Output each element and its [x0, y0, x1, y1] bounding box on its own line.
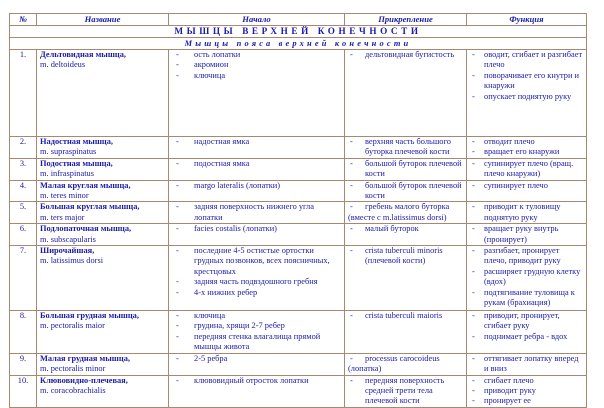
origin-item: - клювовидный отросток лопатки — [172, 376, 341, 386]
function-item: - приводит, пронирует, сгибает руку — [470, 311, 583, 332]
row-number: 6. — [10, 224, 37, 246]
function-item: - оводит, сгибает и разгибает плечо — [470, 50, 583, 71]
origin-list — [172, 159, 341, 169]
insertion-list — [348, 159, 463, 180]
function-list — [470, 202, 583, 223]
origin-item: - ключица — [172, 71, 341, 81]
insertion-cell — [345, 246, 467, 311]
insertion-item: - crista tuberculi minoris (плечевой кости) — [348, 246, 463, 267]
table-row — [10, 375, 587, 407]
origin-cell — [169, 353, 345, 375]
muscle-name-cell — [37, 50, 169, 137]
origin-cell — [169, 246, 345, 311]
table-row — [10, 137, 587, 159]
header-row — [10, 14, 587, 26]
insertion-cell — [345, 375, 467, 407]
function-cell — [467, 137, 587, 159]
origin-cell — [169, 375, 345, 407]
insertion-item: - малый буторок — [348, 224, 463, 234]
function-item: - пронирует ее — [470, 396, 583, 406]
origin-list — [172, 224, 341, 234]
subsection-row — [10, 38, 587, 50]
row-number: 7. — [10, 246, 37, 311]
insertion-list — [348, 354, 463, 364]
muscle-latin-name: m. infraspinatus — [40, 169, 94, 179]
origin-cell — [169, 158, 345, 180]
origin-item: - подостная ямка — [172, 159, 341, 169]
origin-cell — [169, 180, 345, 202]
function-item: - разгибает, пронирует плечо, приводит руку — [470, 246, 583, 267]
function-list — [470, 376, 583, 407]
header-origin: Начало — [169, 14, 345, 26]
origin-item: - надостная ямка — [172, 137, 341, 147]
muscle-name-cell — [37, 137, 169, 159]
origin-item: - 2-5 ребра — [172, 354, 341, 364]
insertion-cell — [345, 137, 467, 159]
insertion-list — [348, 181, 463, 202]
row-number: 1. — [10, 50, 37, 137]
insertion-list — [348, 376, 463, 407]
function-cell — [467, 202, 587, 224]
origin-list — [172, 354, 341, 364]
origin-list — [172, 181, 341, 191]
row-number: 10. — [10, 375, 37, 407]
function-cell — [467, 311, 587, 354]
muscle-name: Широчайшая, — [40, 246, 95, 256]
insertion-cell — [345, 180, 467, 202]
insertion-cell — [345, 224, 467, 246]
function-item: - расширяет грудную клетку (вдох) — [470, 267, 583, 288]
function-cell — [467, 158, 587, 180]
insertion-list — [348, 224, 463, 234]
insertion-note: (лопатка) — [348, 364, 382, 374]
origin-item: - задняя поверхность нижнего угла лопатки — [172, 202, 341, 223]
muscle-name-cell — [37, 202, 169, 224]
row-number: 8. — [10, 311, 37, 354]
function-cell — [467, 246, 587, 311]
header-insertion: Прикрепление — [345, 14, 467, 26]
function-list — [470, 159, 583, 180]
insertion-cell — [345, 353, 467, 375]
insertion-cell — [345, 311, 467, 354]
muscle-name: Подостная мышца, — [40, 158, 113, 168]
muscle-name-cell — [37, 158, 169, 180]
row-number: 4. — [10, 180, 37, 202]
origin-cell — [169, 311, 345, 354]
origin-cell — [169, 50, 345, 137]
muscle-name-cell — [37, 311, 169, 354]
muscle-name: Малая круглая мышца, — [40, 180, 131, 190]
muscle-latin-name: m. deltoideus — [40, 60, 86, 70]
origin-item: - margo lateralis (лопатки) — [172, 181, 341, 191]
origin-item: - последние 4-5 остистые ортостки грудных позвонков, всех поясничных, крестцовых — [172, 246, 341, 277]
function-list — [470, 311, 583, 342]
origin-list — [172, 50, 341, 81]
origin-item: - акромион — [172, 60, 341, 70]
function-item: - вращает его кнаружи — [470, 147, 583, 157]
muscles-table — [9, 13, 587, 408]
header-name: Название — [37, 14, 169, 26]
origin-item: - ключица — [172, 311, 341, 321]
function-item: - приводит к туловищу поднятую руку — [470, 202, 583, 223]
muscle-latin-name: m. teres minor — [40, 191, 89, 201]
insertion-list — [348, 202, 463, 212]
muscle-name-cell — [37, 353, 169, 375]
header-num: № — [10, 14, 37, 26]
muscle-latin-name: m. latissimus dorsi — [40, 256, 104, 266]
insertion-item: - большой буторок плечевой кости — [348, 181, 463, 202]
function-cell — [467, 375, 587, 407]
muscle-name-cell — [37, 375, 169, 407]
muscle-name-cell — [37, 180, 169, 202]
function-item: - вращает руку внутрь (пронирует) — [470, 224, 583, 245]
function-list — [470, 50, 583, 102]
function-item: - сгибает плечо — [470, 376, 583, 386]
function-list — [470, 181, 583, 191]
insertion-item: - передняя поверхность средней трети тела плечевой кости — [348, 376, 463, 407]
table-row — [10, 158, 587, 180]
function-item: - приводит руку — [470, 386, 583, 396]
insertion-cell — [345, 158, 467, 180]
insertion-item: - processus carocoideus — [348, 354, 463, 364]
row-number: 2. — [10, 137, 37, 159]
origin-item: - facies costalis (лопатки) — [172, 224, 341, 234]
insertion-item: - большой буторок плечевой кости — [348, 159, 463, 180]
row-number: 9. — [10, 353, 37, 375]
insertion-item: - верхняя часть большого буторка плечевой кости — [348, 137, 463, 158]
muscle-name: Большая круглая мышца, — [40, 202, 140, 212]
function-item: - поднимает ребра - вдох — [470, 332, 583, 342]
origin-list — [172, 246, 341, 298]
muscle-latin-name: m. coracobrachialis — [40, 385, 106, 395]
section-row — [10, 26, 587, 38]
function-item: - оттягивает лопатку вперед и вниз — [470, 354, 583, 375]
function-list — [470, 224, 583, 245]
function-item: - супинирует плечо (вращ. плечо кнаружи) — [470, 159, 583, 180]
origin-item: - ость лопатки — [172, 50, 341, 60]
origin-item: - грудина, хрящи 2-7 ребер — [172, 321, 341, 331]
muscle-latin-name: m. supraspinatus — [40, 147, 97, 157]
muscle-latin-name: m. pectoralis minor — [40, 364, 106, 374]
origin-cell — [169, 224, 345, 246]
origin-item: - задняя часть подвздошного гребня — [172, 277, 341, 287]
function-item: - поворачивает его кнутри и кнаружи — [470, 71, 583, 92]
function-cell — [467, 180, 587, 202]
insertion-item: - дельтовидная бугистость — [348, 50, 463, 60]
origin-item: - передняя стенка влагалища прямой мышцы живота — [172, 332, 341, 353]
table-row — [10, 224, 587, 246]
muscle-name: Клювовидно-плечевая, — [40, 375, 128, 385]
insertion-cell — [345, 202, 467, 224]
section-title: МЫШЦЫ ВЕРХНЕЙ КОНЕЧНОСТИ — [10, 26, 587, 38]
function-cell — [467, 353, 587, 375]
insertion-list — [348, 311, 463, 321]
insertion-item: - гребень малого буторка — [348, 202, 463, 212]
muscle-name: Большая грудная мышца, — [40, 311, 139, 321]
function-item: - супинирует плечо — [470, 181, 583, 191]
muscle-latin-name: m. pectoralis maior — [40, 321, 105, 331]
function-list — [470, 137, 583, 158]
muscle-name: Малая грудная мышца, — [40, 353, 130, 363]
function-list — [470, 246, 583, 308]
origin-item: - 4-х нижних ребер — [172, 288, 341, 298]
origin-list — [172, 202, 341, 223]
origin-list — [172, 376, 341, 386]
function-item: - отводит плечо — [470, 137, 583, 147]
row-number: 5. — [10, 202, 37, 224]
subsection-title: Мышцы пояса верхней конечности — [10, 38, 587, 50]
insertion-note: (вместе с m.latissimus dorsi) — [348, 212, 447, 222]
table-row — [10, 353, 587, 375]
table-row — [10, 180, 587, 202]
muscle-latin-name: m. ters major — [40, 212, 85, 222]
muscle-name-cell — [37, 224, 169, 246]
insertion-list — [348, 246, 463, 267]
origin-list — [172, 137, 341, 147]
function-item: - опускает подиятую руку — [470, 92, 583, 102]
table-row — [10, 202, 587, 224]
muscle-name: Дельтовидная мышца, — [40, 50, 127, 59]
muscle-name-cell — [37, 246, 169, 311]
origin-cell — [169, 137, 345, 159]
muscle-name: Надостная мышца, — [40, 137, 114, 146]
muscle-name: Подлопаточная мышца, — [40, 224, 132, 234]
function-cell — [467, 224, 587, 246]
table-row — [10, 246, 587, 311]
table-row — [10, 50, 587, 137]
function-item: - подтягивание туловища к рукам (брахиация) — [470, 288, 583, 309]
insertion-item: - crista tuberculi maioris — [348, 311, 463, 321]
function-list — [470, 354, 583, 375]
origin-list — [172, 311, 341, 353]
insertion-list — [348, 50, 463, 60]
row-number: 3. — [10, 158, 37, 180]
insertion-cell — [345, 50, 467, 137]
table-row — [10, 311, 587, 354]
function-cell — [467, 50, 587, 137]
header-function: Функция — [467, 14, 587, 26]
insertion-list — [348, 137, 463, 158]
muscle-latin-name: m. subscapularis — [40, 234, 96, 244]
origin-cell — [169, 202, 345, 224]
